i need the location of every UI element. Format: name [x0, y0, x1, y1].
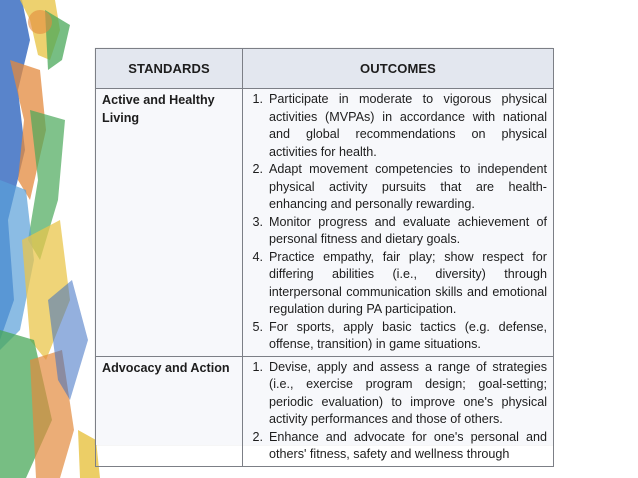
outcomes-cell [243, 356, 554, 466]
outcome-item [243, 359, 547, 429]
header-outcomes: OUTCOMES [243, 49, 554, 89]
outcome-number: 2. [252, 429, 263, 444]
outcome-item [243, 214, 547, 249]
outcome-item [243, 429, 547, 464]
outcomes-list [243, 357, 553, 466]
outcome-text: Adapt movement competencies to independent physical activity pursuits that are health-enhancing and personally rewarding. [269, 162, 547, 211]
outcome-number: 1. [252, 359, 263, 374]
outcome-item [243, 319, 547, 354]
outcome-item [243, 161, 547, 214]
outcome-number: 3. [252, 214, 263, 229]
table-row [96, 356, 554, 466]
outcomes-cell [243, 89, 554, 357]
outcome-number: 2. [252, 162, 263, 176]
outcomes-list [243, 89, 553, 356]
outcome-text: Enhance and advocate for one's personal and others' fitness, safety and wellness through [269, 429, 547, 461]
standard-cell: Active and Healthy Living [96, 89, 243, 357]
decorative-athletes-art [0, 0, 100, 478]
outcome-text: Monitor progress and evaluate achievement of personal fitness and dietary goals. [269, 214, 547, 246]
table-row [96, 89, 554, 357]
outcome-number: 4. [252, 249, 263, 264]
outcome-text: For sports, apply basic tactics (e.g. defense, offense, transition) in game situations. [269, 319, 547, 351]
outcome-item [243, 91, 547, 161]
outcome-number: 5. [252, 319, 263, 334]
outcome-text: Practice empathy, fair play; show respect for differing abilities (i.e., diversity) through interpersonal communication skills and emotional regulation during PA participation. [269, 249, 547, 316]
outcome-text: Devise, apply and assess a range of strategies (i.e., exercise program design; goal-setting; periodic evaluation) to improve one's physical activity performances and those of others. [269, 359, 547, 426]
standards-document [95, 48, 553, 461]
outcome-text: Participate in moderate to vigorous physical activities (MVPAs) in accordance with national and global recommendations on physical activities for health. [269, 92, 547, 159]
outcome-number: 1. [252, 92, 263, 106]
standards-outcomes-table [95, 48, 554, 467]
outcome-item [243, 249, 547, 319]
header-standards: STANDARDS [96, 49, 243, 89]
standard-cell: Advocacy and Action [96, 356, 243, 466]
